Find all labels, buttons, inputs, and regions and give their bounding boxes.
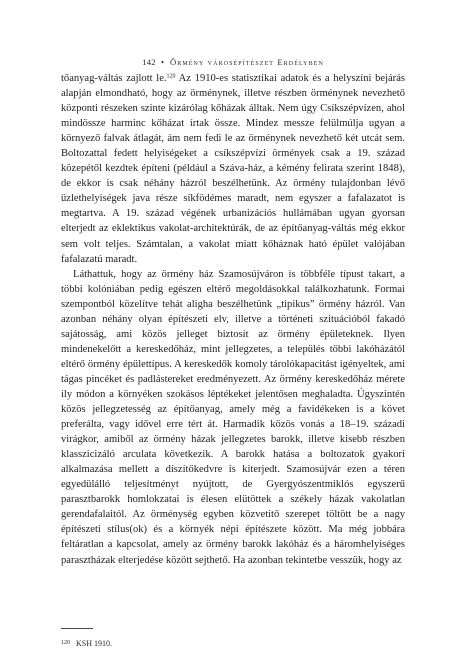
- footnote-divider: [61, 628, 93, 629]
- running-head-title: Örmény városépítészet Erdélyben: [169, 57, 324, 67]
- footnote-text: KSH 1910.: [76, 639, 113, 648]
- footnote: [61, 638, 112, 649]
- paragraph-1-lead: tőanyag-váltás zajlott le.: [61, 73, 167, 84]
- paragraph-2: Láthattuk, hogy az örmény ház Szamosújváron is többféle típust takart, a többi kolóniában pedig egészen eltérő megoldásokkal találkozhatunk. Formai szempontból közelítve tehát aligha beszélhetünk „tipikus” örmény házról. Van azonban néhány olyan építészeti elv, illetve a történeti szituációból fakadó sajátosság, ami közös jelleget biztosít az örmény épületeknek. Ilyen mindenekelőtt a kereskedőház, mint jellegzetes, a település többi lakóházától eltérő örmény épülettípus. A kereskedők komoly tárolókapacitást igényeltek, ami tágas pincéket és padlástereket eredményezett. Az örmény kereskedőház mérete ily módon a környéken szokásos léptékeket jelentősen meghaladta. Úgyszintén közös jellegzetesség az építőanyag, amely még a favidékeken is a követ preferálta, vagy idővel erre tért át. Harmadik közös vonás a 18–19. századi virágkor, amiből az örmény házak jellegzetes barokk, illetve kisebb részben klasszicizáló arculata következik. A barokk hatása a boltozatok gyakori alkalmazása mellett a díszítőkedvre is kiterjedt. Szamosújvár ezen a téren egyedülálló teljesítményt nyújtott, de Gyergyószentmiklós egyszerű parasztbarokk homlokzatai is élesen elütöttek a székely házak vakolatlan gerendafalaitól. Az örménység egyben közvetítő szerepet töltött be a nagy építészeti stílus(ok) és a környék népi építészete között. Ma még jobbára feltáratlan a kapcsolat, amely az örmény barokk lakóház és a háromhelyiséges parasztházak elterjedése között sejthető. Ha azonban tekintetbe vesszük, hogy az: [61, 268, 405, 566]
- running-head-separator: •: [160, 57, 165, 67]
- paragraph-1: [61, 71, 405, 267]
- paragraph-1-text: Az 1910-es statisztikai adatok és a helyszíni bejárás alapján elmondható, hogy az örménynek, illetve részben örménynek nevezhető központi részeken szinte kizárólag kőházak álltak. Nem úgy Csíkszépvízen, ahol mindössze harminc kőházat írtak össze. Mindez messze felülmúlja ugyan a környező falvak átlagát, ám nem fedi le az örménynek nevezhető két utcát sem. Boltozattal fedett helyiségeket a csíkszépvízi örmények csak a 19. század közepétől kezdtek építeni (például a Száva-ház, a kémény felirata szerint 1848), de ekkor is csak néhány házról beszélhetünk. Az örmény tulajdonban lévő üzlethelyiségek java része síkfödémes maradt, nem egyszer a fafalazatot is megtartva. A 19. század végének urbanizációs hullámában ugyan gyorsan elterjedt az eklektikus vakolat-architektúrák, de az építőanyag-váltás még ekkor sem volt teljes. Számtalan, a vakolat miatt kőháznak ható épület valójában fafalazatú maradt.: [61, 73, 405, 265]
- page-number: 142: [142, 57, 156, 67]
- footnote-reference[interactable]: 120: [166, 73, 176, 80]
- running-head: [0, 57, 466, 67]
- page-body: [61, 71, 405, 568]
- footnote-number: 120: [61, 640, 70, 646]
